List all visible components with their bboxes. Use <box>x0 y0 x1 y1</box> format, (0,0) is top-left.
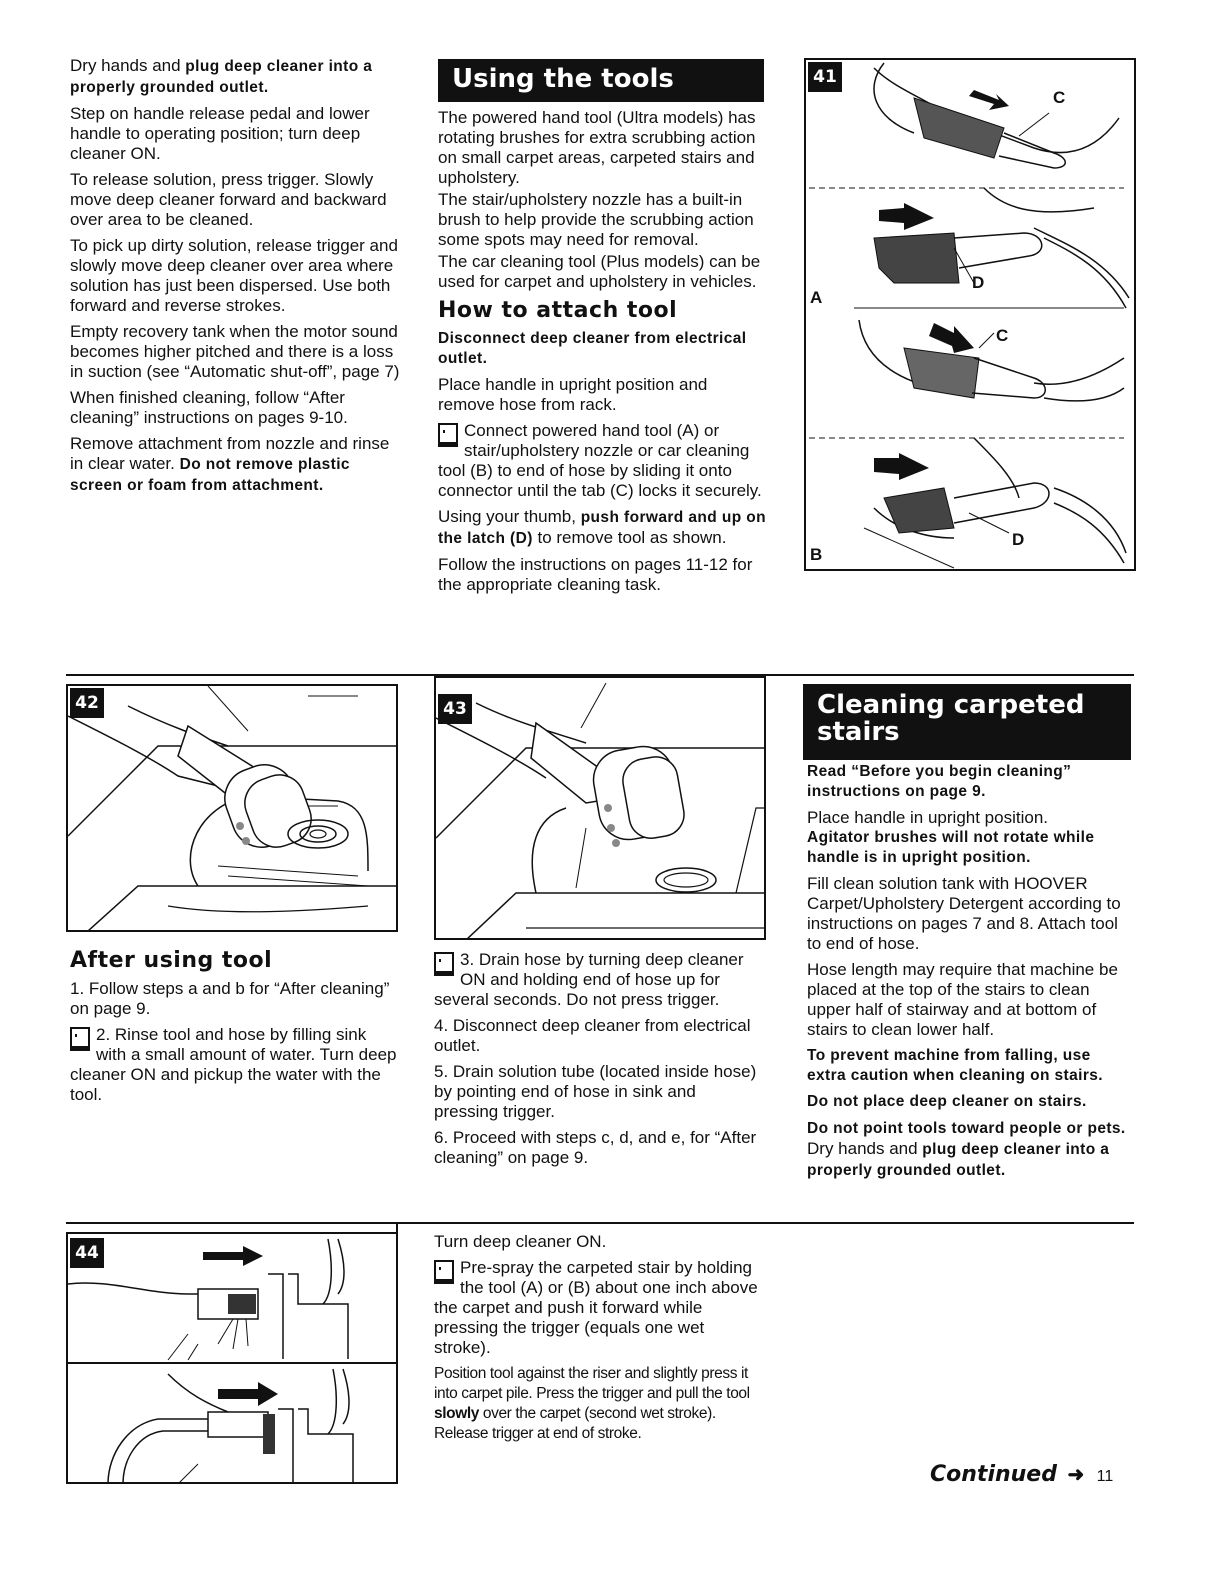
tools-p3: The car cleaning tool (Plus models) can be used for carpet and upholstery in vehicles. <box>438 252 761 291</box>
col1-p1: Dry hands and plug deep cleaner into a properly grounded outlet. <box>70 56 373 96</box>
label-b: B <box>810 545 823 564</box>
figure-44 <box>66 1232 398 1484</box>
stairs-p2: Place handle in upright position. <box>807 808 1048 827</box>
attach-heading: How to attach tool <box>438 298 678 323</box>
label-d-bottom: D <box>1012 530 1025 549</box>
using-tools-text <box>438 108 768 601</box>
continued-label: Continued <box>930 1462 1057 1487</box>
label-d-top: D <box>972 273 985 292</box>
figure-number: 43 <box>438 694 472 724</box>
prespray-p3: Position tool against the riser and slightly press it into carpet pile. Press the trigger and pull the tool slowly over the carpet (second wet stroke). Release trigger at end of stroke. <box>434 1365 750 1442</box>
col1-text <box>70 56 400 502</box>
tool-attach-illustration <box>804 58 1134 573</box>
figure-43 <box>434 676 766 940</box>
row-divider-2 <box>66 1222 1134 1224</box>
stairs-p2-warning: Agitator brushes will not rotate while handle is in upright position. <box>807 829 1095 866</box>
attach-p4: Follow the instructions on pages 11-12 for the appropriate cleaning task. <box>438 555 753 594</box>
sink-illustration <box>68 686 398 932</box>
attach-p3: Using your thumb, push forward and up on the latch (D) to remove tool as shown. <box>438 507 767 547</box>
col1-p2: Step on handle release pedal and lower handle to operating position; turn deep cleaner ON. <box>70 104 370 163</box>
drain-p6: 6. Proceed with steps c, d, and e, for “After cleaning” on page 9. <box>434 1128 757 1167</box>
column-divider <box>396 1222 398 1232</box>
stairs-p1: Read “Before you begin cleaning” instructions on page 9. <box>807 763 1072 800</box>
tools-p2: The stair/upholstery nozzle has a built-in brush to help provide the scrubbing action some spots may need for removal. <box>438 190 754 249</box>
prespray-text <box>434 1232 764 1450</box>
page-number: 11 <box>1096 1468 1114 1485</box>
label-c-bottom: C <box>996 326 1009 345</box>
label-a: A <box>810 288 823 307</box>
col1-p7: Remove attachment from nozzle and rinse in clear water. Do not remove plastic screen or foam from attachment. <box>70 434 390 494</box>
drain-p3: 3. Drain hose by turning deep cleaner ON and holding end of hose up for several seconds. Do not press trigger. <box>434 950 744 1009</box>
attach-p1: Place handle in upright position and remove hose from rack. <box>438 375 708 414</box>
drain-p4: 4. Disconnect deep cleaner from electrical outlet. <box>434 1016 751 1055</box>
stairs-p3: Fill clean solution tank with HOOVER Carpet/Upholstery Detergent according to instructions on pages 7 and 8. Attach tool to end of hose. <box>807 874 1121 953</box>
step-icon <box>438 423 458 447</box>
step-icon <box>434 952 454 976</box>
stairs-p6: Do not place deep cleaner on stairs. <box>807 1093 1087 1110</box>
drain-p5: 5. Drain solution tube (located inside hose) by pointing end of hose in sink and pressing trigger. <box>434 1062 757 1121</box>
drain-hose-illustration <box>436 678 766 940</box>
attach-warning: Disconnect deep cleaner from electrical outlet. <box>438 330 747 367</box>
stairs-text <box>807 762 1132 1187</box>
drain-text <box>434 950 764 1174</box>
prespray-p2: Pre-spray the carpeted stair by holding the tool (A) or (B) about one inch above the carpet and push it forward while pressing the trigger (equals one wet stroke). <box>434 1258 758 1357</box>
step-icon <box>70 1027 90 1051</box>
using-tools-heading: Using the tools <box>438 59 764 102</box>
col1-p6: When finished cleaning, follow “After cleaning” instructions on pages 9-10. <box>70 388 348 427</box>
continued-arrow-icon: ➜ <box>1067 1464 1085 1486</box>
stair-cleaning-illustration <box>68 1234 398 1484</box>
step-icon <box>434 1260 454 1284</box>
figure-number: 44 <box>70 1238 104 1268</box>
attach-p2: Connect powered hand tool (A) or stair/upholstery nozzle or car cleaning tool (B) to end of hose by sliding it onto connector until the tab (C) locks it securely. <box>438 421 762 500</box>
prespray-p1: Turn deep cleaner ON. <box>434 1232 607 1251</box>
label-c-top: C <box>1053 88 1066 107</box>
col1-p3: To release solution, press trigger. Slowly move deep cleaner forward and backward over area to be cleaned. <box>70 170 387 229</box>
stairs-p4: Hose length may require that machine be placed at the top of the stairs to clean upper half of stairway and at bottom of stairs to clean lower half. <box>807 960 1118 1039</box>
after-tool-heading: After using tool <box>70 948 273 973</box>
stairs-p7: Do not point tools toward people or pets. Dry hands and plug deep cleaner into a properly grounded outlet. <box>807 1120 1126 1179</box>
after-tool-p1: 1. Follow steps a and b for “After cleaning” on page 9. <box>70 979 390 1018</box>
stairs-heading-line1: Cleaning carpeted <box>817 690 1085 720</box>
after-tool-text <box>70 948 400 1111</box>
stairs-p5: To prevent machine from falling, use extra caution when cleaning on stairs. <box>807 1047 1103 1084</box>
figure-number: 41 <box>808 62 842 92</box>
stairs-heading <box>803 684 1131 760</box>
figure-number: 42 <box>70 688 104 718</box>
figure-41 <box>804 58 1142 573</box>
figure-42 <box>66 684 398 932</box>
col1-p4: To pick up dirty solution, release trigger and slowly move deep cleaner over area where solution has just been dispersed. Use both forward and reverse strokes. <box>70 236 398 315</box>
col1-p5: Empty recovery tank when the motor sound becomes higher pitched and there is a loss in suction (see “Automatic shut-off”, page 7) <box>70 322 400 381</box>
stairs-heading-line2: stairs <box>817 717 900 747</box>
after-tool-p2: 2. Rinse tool and hose by filling sink with a small amount of water. Turn deep cleaner ON and pickup the water with the tool. <box>70 1025 397 1104</box>
footer <box>930 1462 1140 1492</box>
tools-p1: The powered hand tool (Ultra models) has rotating brushes for extra scrubbing action on small carpet areas, carpeted stairs and upholstery. <box>438 108 756 187</box>
